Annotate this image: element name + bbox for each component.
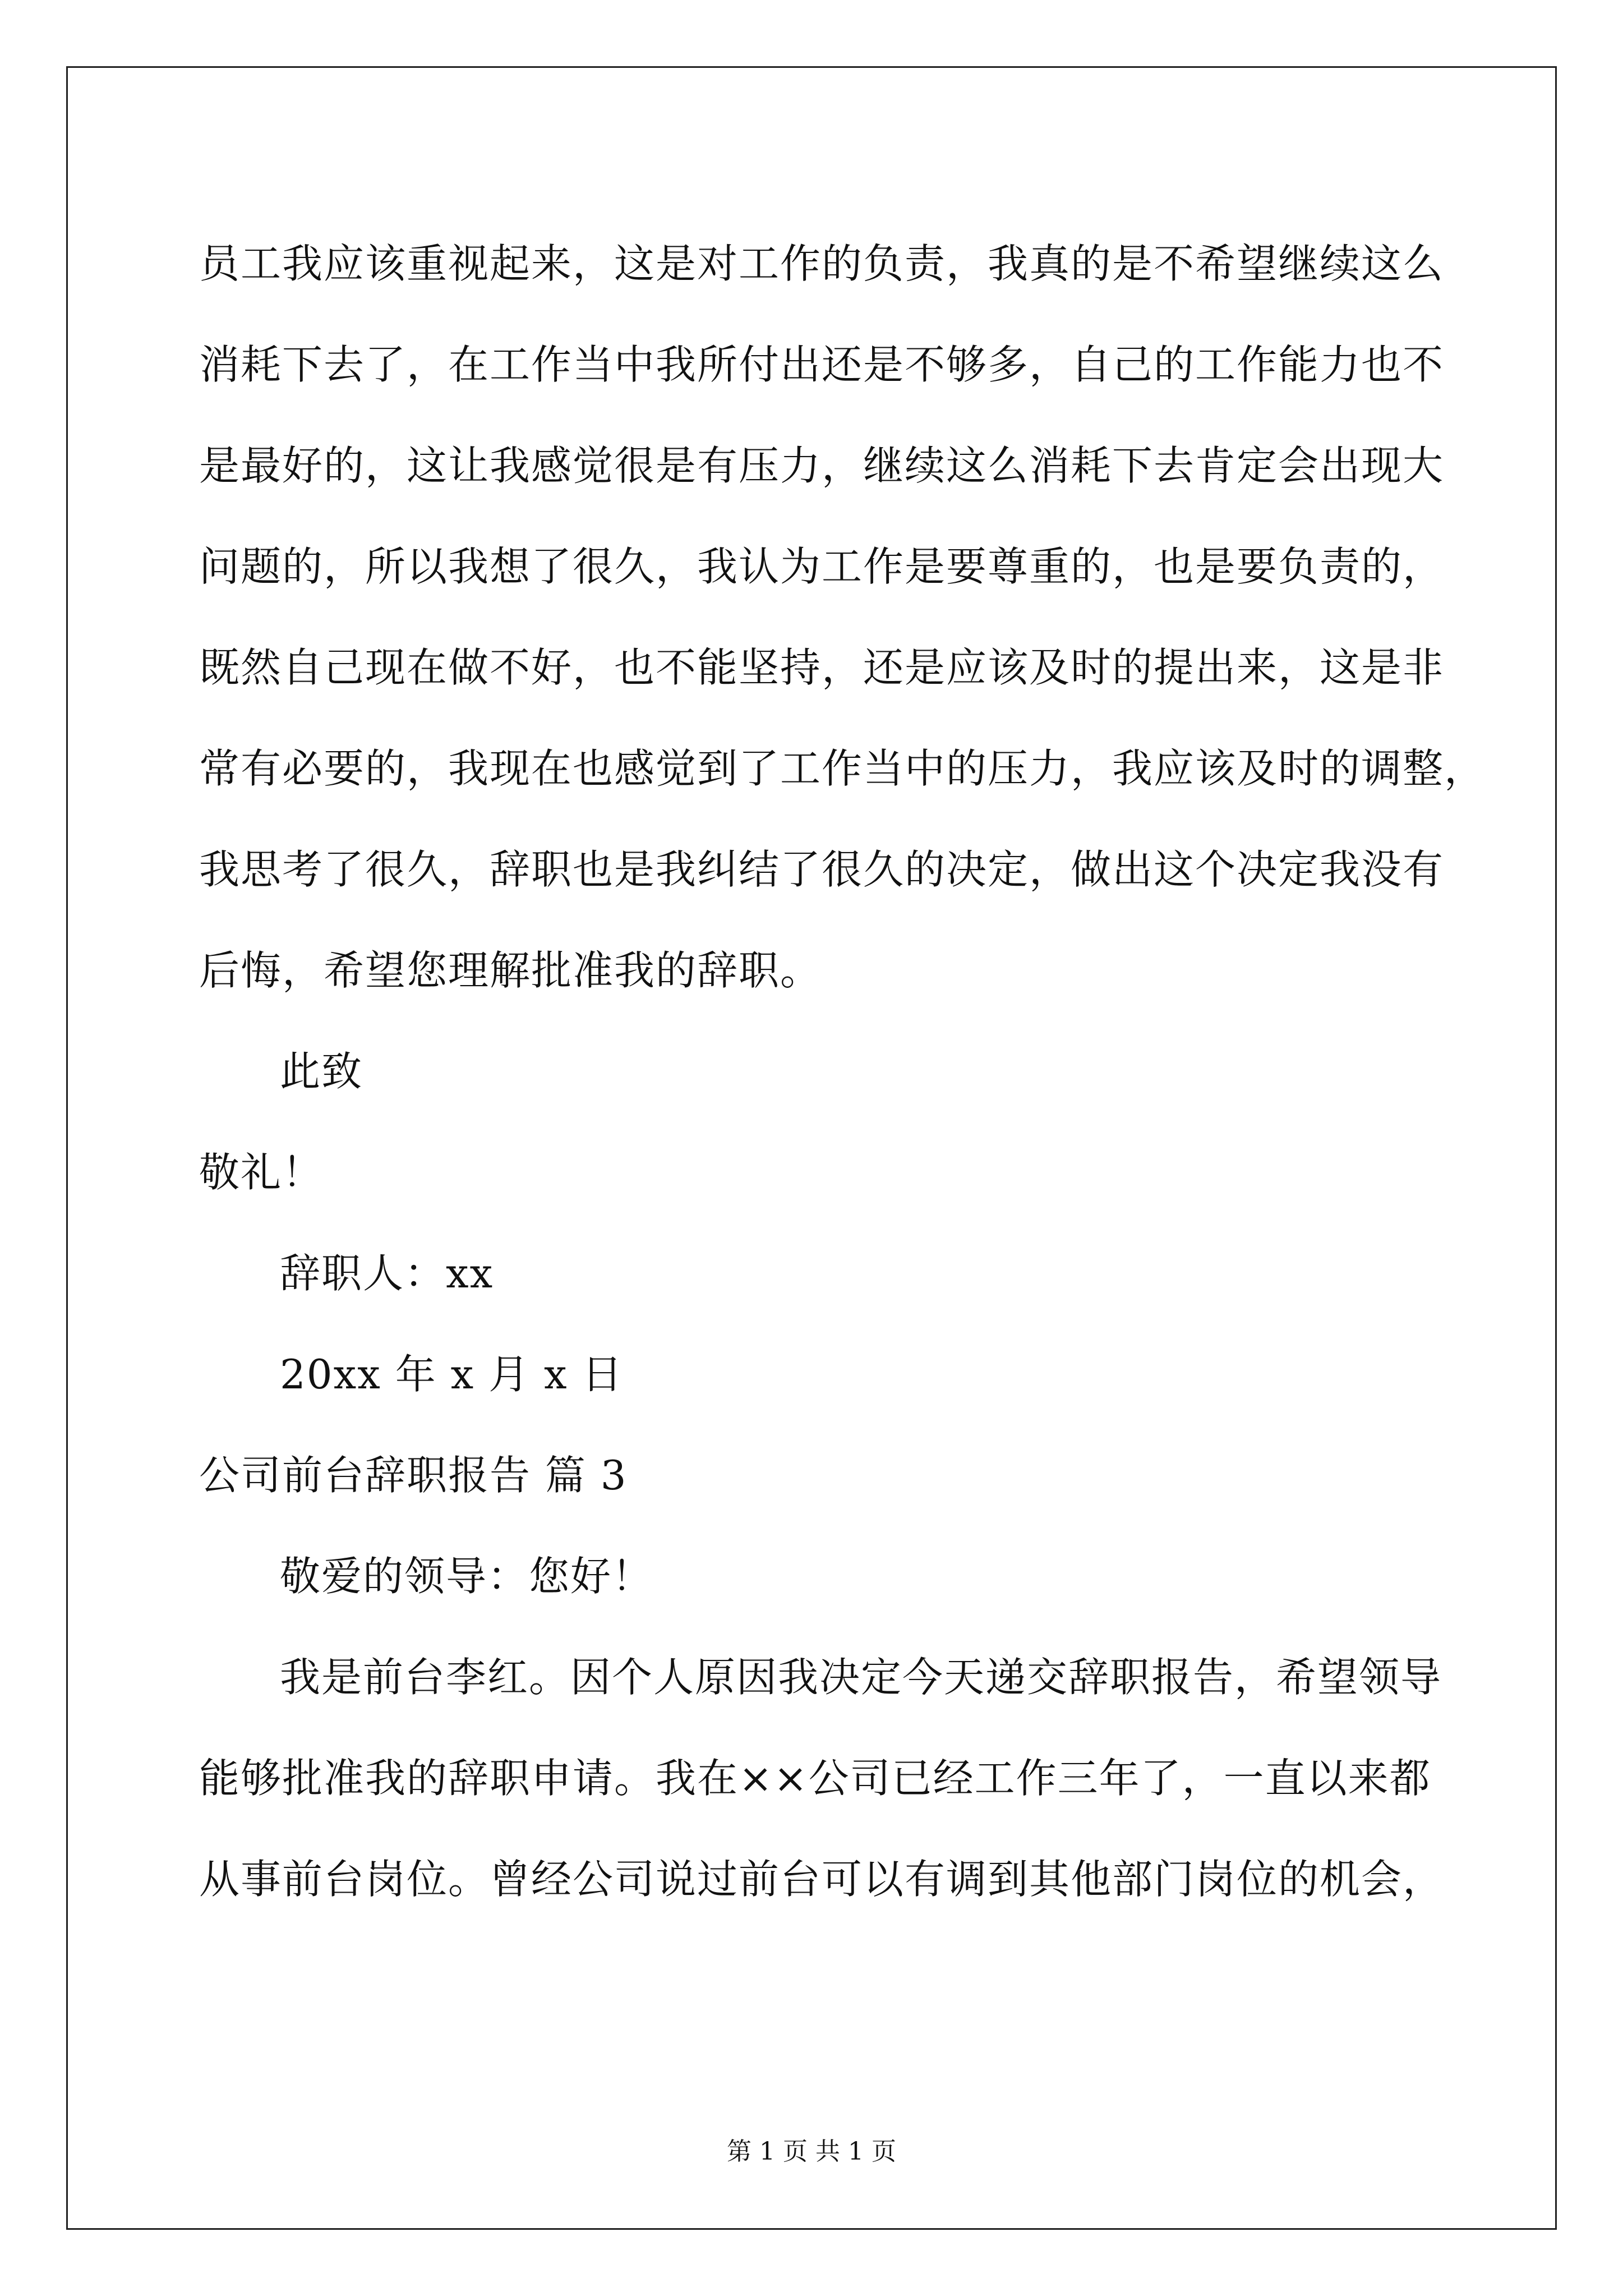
para2-line-2: 能够批准我的辞职申请。我在××公司已经工作三年了，一直以来都: [199, 1755, 1431, 1802]
greeting-text: 敬爱的领导：您好！: [280, 1553, 654, 1600]
signer-text: 辞职人：xx: [280, 1250, 494, 1297]
section-title: 公司前台辞职报告 篇 3: [199, 1452, 628, 1499]
body-line-6: 常有必要的，我现在也感觉到了工作当中的压力，我应该及时的调整，: [199, 745, 1486, 792]
closing-text: 此致: [280, 1048, 363, 1095]
body-line-3: 是最好的，这让我感觉很是有压力，继续这么消耗下去肯定会出现大: [199, 442, 1445, 489]
body-line-8: 后悔，希望您理解批准我的辞职。: [199, 947, 822, 994]
body-line-7: 我思考了很久，辞职也是我纠结了很久的决定，做出这个决定我没有: [199, 846, 1445, 893]
body-line-5: 既然自己现在做不好，也不能坚持，还是应该及时的提出来，这是非: [199, 644, 1445, 691]
body-line-1: 员工我应该重视起来，这是对工作的负责，我真的是不希望继续这么: [199, 240, 1445, 287]
document-body: [199, 213, 1486, 1930]
date-text: 20xx 年 x 月 x 日: [280, 1351, 624, 1398]
body-line-4: 问题的，所以我想了很久，我认为工作是要尊重的，也是要负责的，: [199, 543, 1445, 590]
para2-line-3: 从事前台岗位。曾经公司说过前台可以有调到其他部门岗位的机会，: [199, 1856, 1445, 1903]
para2-line-1: 我是前台李红。因个人原因我决定今天递交辞职报告，希望领导: [280, 1654, 1442, 1701]
page-footer: 第 1 页 共 1 页: [727, 2137, 896, 2166]
salute-text: 敬礼！: [199, 1149, 324, 1196]
body-line-2: 消耗下去了，在工作当中我所付出还是不够多，自己的工作能力也不: [199, 341, 1445, 388]
